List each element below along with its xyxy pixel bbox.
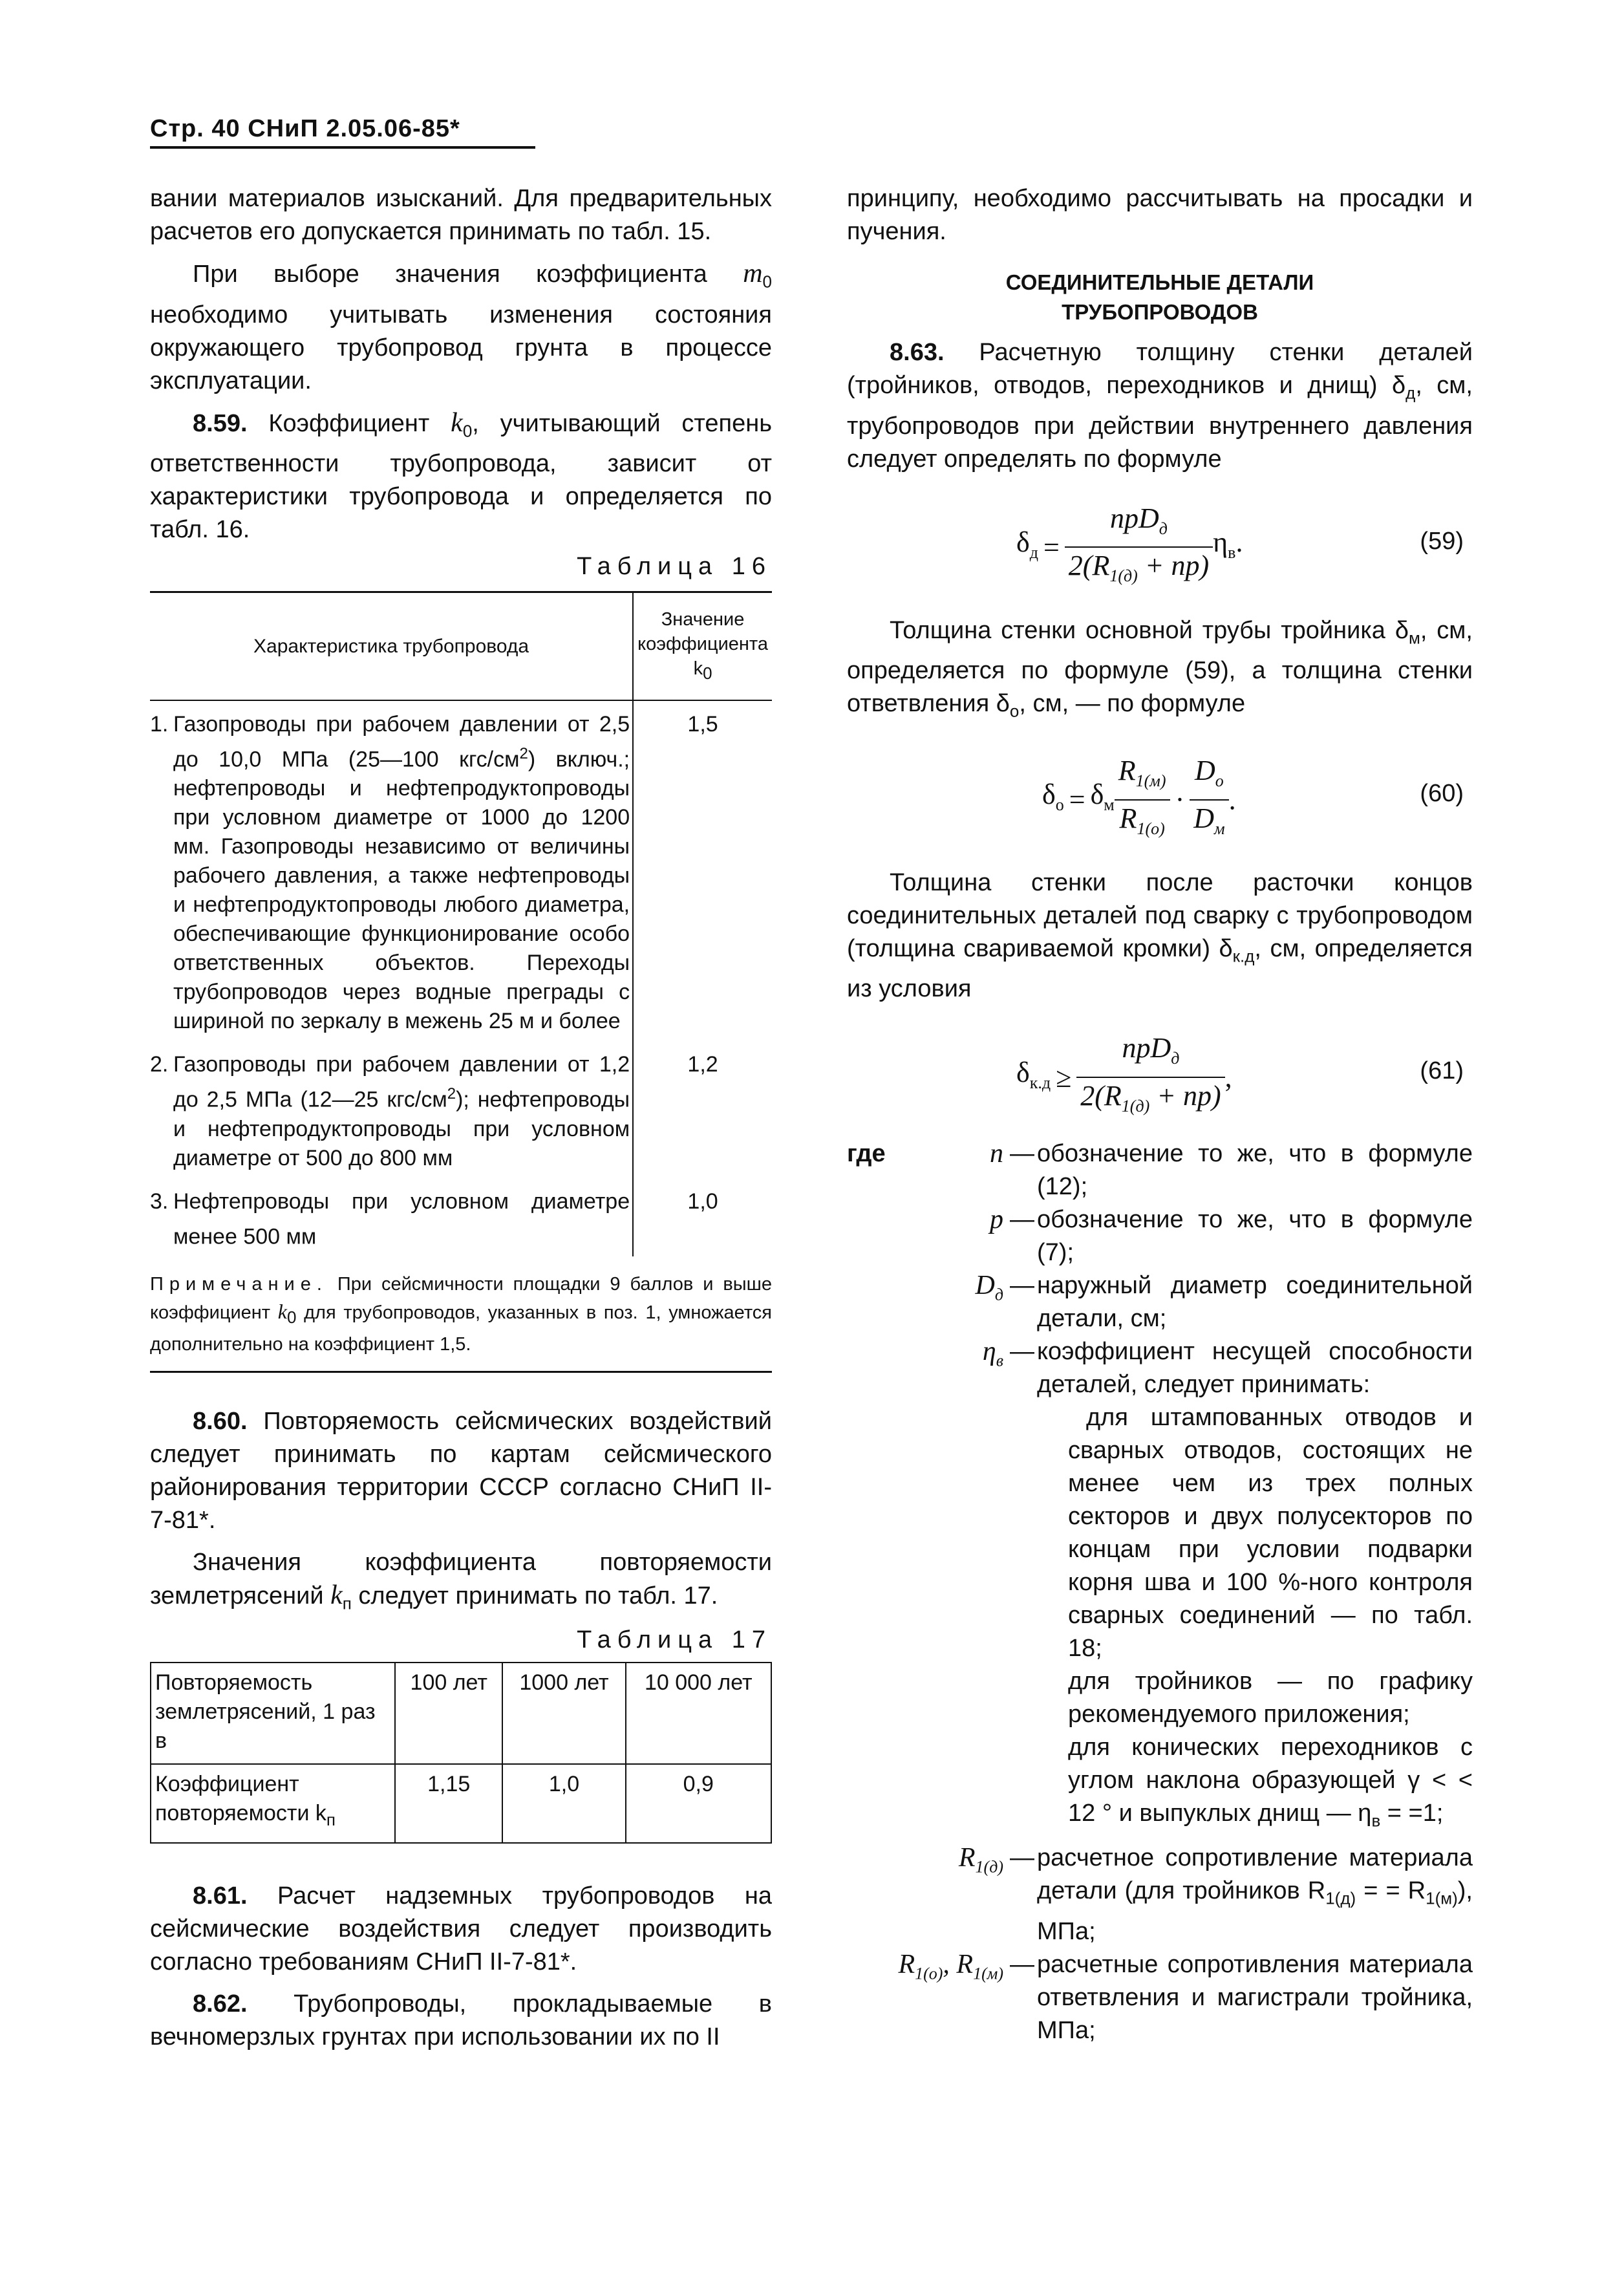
page-header: Стр. 40 СНиП 2.05.06-85* [150, 115, 460, 142]
table-row: 3. Нефтепроводы при условном диаметре менее 500 мм 1,0 [150, 1178, 772, 1256]
header-rule [150, 146, 535, 149]
table-17-caption: Таблица 17 [577, 1626, 772, 1654]
table-row: 1. Газопроводы при рабочем давлении от 2,5 до 10,0 МПа (25—100 кгс/$см^2$) включ.; нефтепроводы и нефтепродуктопроводы при условном диаметре от 1000 до 1200 мм. Газопроводы независимо от величины рабочего давления, а также нефтепроводы и нефтепродуктопроводы любого диаметра, обеспечивающие функционирование особо ответственных объектов. Переходы трубопроводов через водные преграды с шириной по зеркалу в межень 25 м и более 1,5 [150, 700, 772, 1041]
table-row: 2. Газопроводы при рабочем давлении от 1,2 до 2,5 МПа (12—25 кгс/$см^2$); нефтепроводы и нефтепродуктопроводы при условном диаметре от 500 до 800 мм 1,2 [150, 1041, 772, 1178]
legend-subitem: для тройников — по графику рекомендуемого приложения; [1068, 1668, 1473, 1728]
legend-item: $\eta_в$ — коэффициент несущей способности деталей, следует принимать: [982, 1337, 1473, 1399]
table-row: Повторяемость землетрясений, 1 раз в 100 лет 1000 лет 10 000 лет [151, 1663, 771, 1764]
paragraph-continuation: вании материалов изысканий. Для предварительных расчетов его допускается принимать по табл. 15. [150, 185, 772, 245]
paragraph-main-pipe: Толщина стенки основной трубы тройника $\delta_м$, см, определяется по формуле (59), а толщина стенки ответвления $\delta_о$, см, — по формуле [847, 616, 1473, 721]
table-16-value: 1,0 [633, 1178, 772, 1256]
paragraph-8-60: 8.60. Повторяемость сейсмических воздействий следует принимать по картам сейсмического районирования территории СССР согласно СНиП II-7-81*. [150, 1407, 772, 1534]
table-16-caption: Таблица 16 [577, 553, 772, 581]
paragraph-m0: При выборе значения коэффициента $m_0$ необходимо учитывать изменения состояния окружающего трубопровод грунта в процессе эксплуатации. [150, 259, 772, 394]
legend-item: $R_{1(д)}$ — расчетное сопротивление материала детали (для тройников $R_{1(д)}$ = = $R_{1(м)}$), МПа; [958, 1842, 1473, 1945]
paragraph-8-62: 8.62. Трубопроводы, прокладываемые в вечномерзлых грунтах при использовании их по II [150, 1990, 772, 2051]
table-row: Коэффициент повторяемости $k_п$ 1,15 1,0 0,9 [151, 1764, 771, 1843]
legend-block [847, 1137, 1473, 2047]
legend-subitem: для конических переходников с углом наклона образующей γ < < 12 ° и выпуклых днищ — $\eta_в = =1$; [1068, 1734, 1473, 1831]
paragraph-8-59: 8.59. Коэффициент $k_0$, учитывающий степень ответственности трубопровода, зависит от характеристики трубопровода и определяется по табл. 16. [150, 407, 772, 544]
table-16-header-characteristic: Характеристика трубопровода [150, 592, 633, 700]
formula-number: (60) [1420, 779, 1464, 807]
formula-60: $\delta_о = \delta_м$ $\frac{R_{1(м)}}{R_{1(о)}}$ · $\frac{D_о}{D_м}$ . (60) [1042, 754, 1464, 838]
legend-item: $D_д$ — наружный диаметр соединительной детали, см; [975, 1271, 1473, 1333]
legend-subitem: для штампованных отводов и сварных отводов, состоящих не менее чем из трех полных секторов и двух полусекторов по концам при условии подварки корня шва и 100 %-ного контроля сварных соединений — по табл. 18; [1068, 1404, 1473, 1663]
right-column [847, 182, 1473, 2047]
paragraph-bore: Толщина стенки после расточки концов соединительных деталей под сварку с трубопроводом (толщина свариваемой кромки) $\delta_{к.д}$, см, определяется из условия [847, 868, 1473, 1003]
legend-item: где n — обозначение то же, что в формуле (12); [847, 1139, 1473, 1201]
legend-item: $R_{1(о)}$, $R_{1(м)}$ — расчетные сопротивления материала ответвления и магистрали тройника, МПа; [898, 1949, 1473, 2044]
table-16-note: Примечание. При сейсмичности площадки 9 баллов и выше коэффициент $k_0$ для трубопроводов, указанных в поз. 1, умножается дополнительно на коэффициент 1,5. [150, 1271, 772, 1373]
paragraph-8-63: 8.63. Расчетную толщину стенки деталей (тройников, отводов, переходников и днищ) $\delta_д$, см, трубопроводов при действии внутреннего давления следует определять по формуле [847, 339, 1473, 473]
formula-number: (59) [1420, 527, 1464, 555]
formula-61: $\delta_{к.д}$ ≥ $\frac{npD_д}{2(R_{1(д)} + np)}$ , (61) [1016, 1032, 1464, 1115]
left-column [150, 182, 772, 2054]
paragraph-8-61: 8.61. Расчет надземных трубопроводов на сейсмические воздействия следует производить согласно требованиям СНиП II-7-81*. [150, 1882, 772, 1976]
section-heading: СОЕДИНИТЕЛЬНЫЕ ДЕТАЛИ ТРУБОПРОВОДОВ [1005, 270, 1314, 324]
formula-number: (61) [1420, 1057, 1464, 1085]
table-16-header-value: Значение коэффициента $k_0$ [633, 592, 772, 700]
table-16-value: 1,2 [633, 1041, 772, 1178]
table-17 [150, 1662, 772, 1844]
paragraph-continuation-right: принципу, необходимо рассчитывать на просадки и пучения. [847, 185, 1473, 245]
table-16 [150, 591, 772, 1256]
legend-item: p — обозначение то же, что в формуле (7); [990, 1205, 1473, 1267]
paragraph-kp: Значения коэффициента повторяемости землетрясений $k_п$ следует принимать по табл. 17. [150, 1548, 772, 1613]
formula-59: $\delta_д$ = $\frac{npD_д}{2(R_{1(д)} + np)}$ $\eta_в$. (59) [1016, 502, 1464, 586]
table-16-value: 1,5 [633, 700, 772, 1041]
